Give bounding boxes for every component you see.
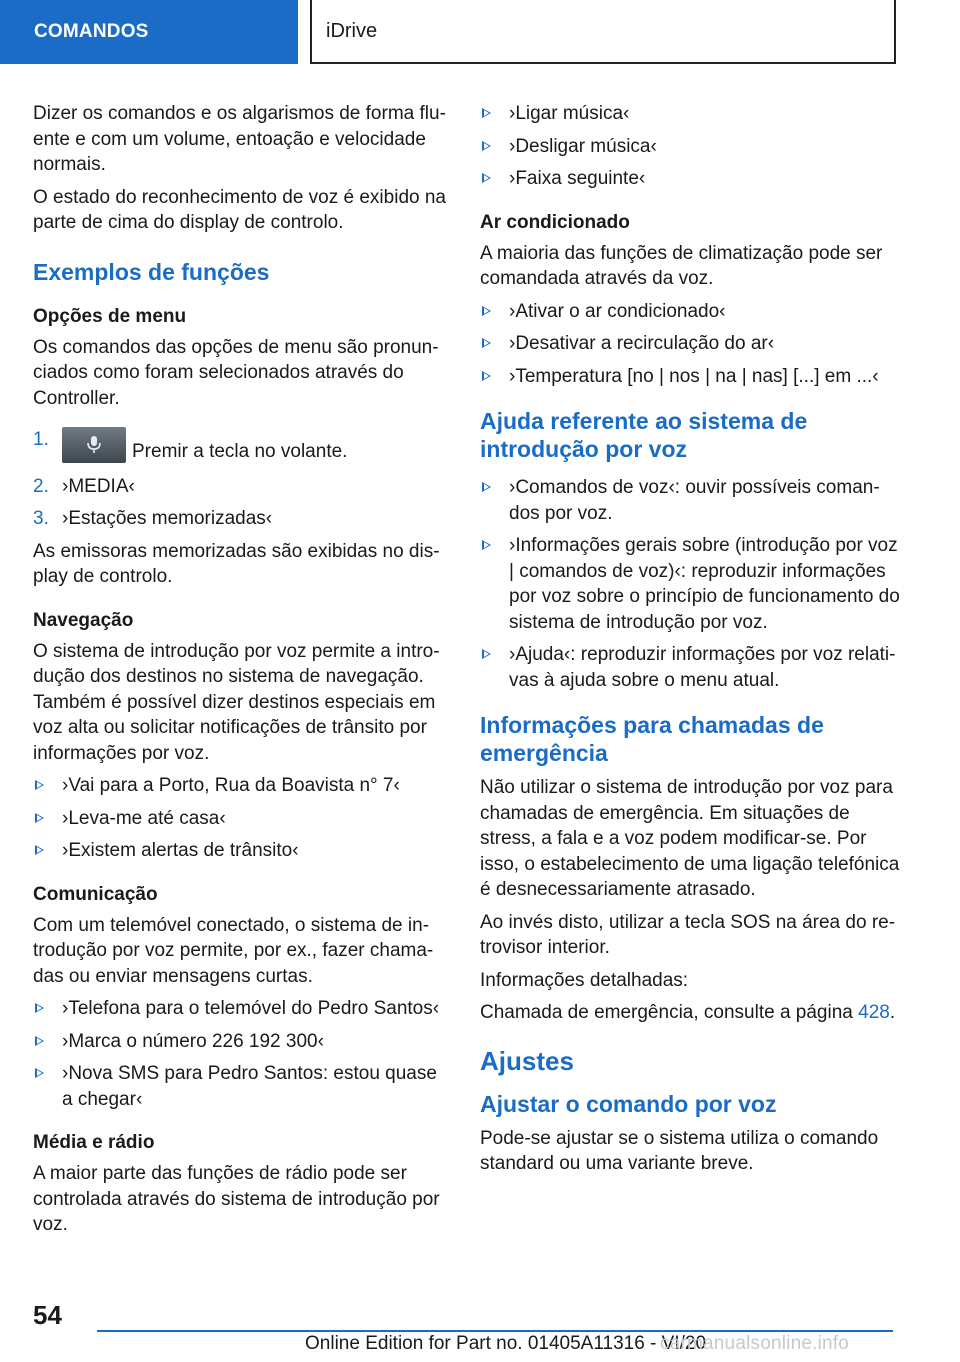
item-text: ›Leva-me até casa‹ [62, 807, 226, 829]
paragraph: Ao invés disto, utilizar a tecla SOS na área do retrovisor interior. [480, 911, 896, 958]
steps-list [33, 427, 447, 532]
item-text: ›Desativar a recirculação do ar‹ [509, 333, 775, 354]
list-item [480, 533, 900, 635]
item-text: ›Vai para a Porto, Rua da Boavista n° 7‹ [62, 775, 400, 796]
paragraph: A maioria das funções de climatização pode ser comandada através da voz. [480, 242, 883, 289]
list-item [480, 134, 900, 160]
microphone-icon [86, 435, 102, 455]
footer-edition: Online Edition for Part no. 01405A11316 - VI/20 [305, 1333, 707, 1354]
bullet-list [480, 299, 900, 390]
item-text: ›Ativar o ar condicionado‹ [509, 300, 726, 322]
item-text: ›Existem alertas de trânsito‹ [62, 840, 299, 861]
subsection-header [310, 0, 896, 64]
subheading-media: Média e rádio [33, 1132, 155, 1153]
heading-exemplos: Exemplos de funções [33, 258, 270, 285]
bullet-triangle-icon [35, 780, 44, 790]
subheading-ar-condicionado: Ar condicionado [480, 211, 630, 233]
step-text: ›MEDIA‹ [62, 475, 135, 497]
heading-ajustar: Ajustar o comando por voz [480, 1090, 777, 1117]
step-number: 2. [33, 475, 49, 497]
bullet-triangle-icon [482, 141, 491, 151]
paragraph: Informações detalhadas: [480, 969, 689, 991]
list-item [33, 838, 447, 864]
list-item [33, 773, 447, 799]
step-number: 1. [33, 429, 49, 450]
section-title: COMANDOS [34, 21, 149, 42]
bullet-triangle-icon [35, 813, 44, 823]
list-item [480, 101, 900, 127]
paragraph: O sistema de introdução por voz permite a introdução dos destinos no sistema de navegação. Também é possível dizer destinos especiais em voz alta ou solicitar notificações de trânsito por informações por voz. [33, 640, 440, 764]
heading-ajustes: Ajustes [480, 1045, 574, 1076]
voice-button-image [62, 427, 126, 463]
bullet-list [480, 475, 900, 693]
list-item [33, 1061, 447, 1112]
bullet-triangle-icon [482, 108, 491, 118]
right-column [480, 101, 900, 1184]
heading-ajuda: Ajuda referente ao sistema de introdução por voz [480, 408, 808, 462]
item-text: ›Telefona para o telemóvel do Pedro Santos‹ [62, 998, 440, 1019]
bullet-triangle-icon [482, 306, 491, 316]
bullet-triangle-icon [482, 371, 491, 381]
bullet-triangle-icon [35, 1068, 44, 1078]
paragraph: Não utilizar o sistema de introdução por voz para chamadas de emergência. Em situações de stress, a fala e a voz podem modificar-se. Por isso, o estabelecimento de uma ligação telefónica é desnecessariamente atrasado. [480, 777, 900, 900]
page-number: 54 [33, 1300, 62, 1330]
paragraph: Pode-se ajustar se o sistema utiliza o comando standard ou uma variante breve. [480, 1127, 879, 1174]
watermark: carmanualsonline.info [660, 1333, 850, 1354]
bullet-triangle-icon [482, 649, 491, 659]
bullet-triangle-icon [482, 173, 491, 183]
step-text: Premir a tecla no volante. [132, 441, 348, 462]
paragraph: O estado do reconhecimento de voz é exibido na parte de cima do display de controlo. [33, 186, 446, 233]
item-text: ›Temperatura [no | nos | na | nas] [...] em ...‹ [509, 365, 879, 387]
paragraph: As emissoras memorizadas são exibidas no display de controlo. [33, 540, 440, 587]
item-text: ›Marca o número 226 192 300‹ [62, 1030, 324, 1052]
item-text: ›Informações gerais sobre (introdução por voz | comandos de voz)‹: reproduzir informações por voz sobre o princípio de funcionamento do sistema de introdução por voz. [509, 535, 900, 633]
item-text: ›Ajuda‹: reproduzir informações por voz relativas à ajuda sobre o menu atual. [509, 644, 896, 691]
bullet-triangle-icon [35, 845, 44, 855]
list-item [480, 166, 900, 192]
step-text: ›Estações memorizadas‹ [62, 508, 273, 529]
bullet-triangle-icon [482, 540, 491, 550]
list-item [480, 642, 900, 693]
subheading-comunicacao: Comunicação [33, 883, 158, 905]
item-text: ›Nova SMS para Pedro Santos: estou quase a chegar‹ [62, 1063, 437, 1110]
list-item [480, 364, 900, 390]
heading-emergencia: Informações para chamadas de emergência [480, 712, 824, 766]
paragraph [480, 1000, 900, 1026]
paragraph: Os comandos das opções de menu são pronunciados como foram selecionados através do Controller. [33, 336, 439, 409]
bullet-list [480, 101, 900, 192]
bullet-list [33, 996, 447, 1112]
list-item [33, 1029, 447, 1055]
footer-rule [97, 1330, 893, 1332]
ref-text-end: . [889, 1002, 896, 1023]
item-text: ›Faixa seguinte‹ [509, 168, 646, 189]
item-text: ›Ligar música‹ [509, 103, 630, 124]
section-tab [0, 0, 298, 64]
item-text: ›Desligar música‹ [509, 135, 657, 157]
paragraph: A maior parte das funções de rádio pode ser controlada através do sistema de introdução por voz. [33, 1163, 440, 1235]
subheading-navegacao: Navegação [33, 609, 134, 631]
bullet-triangle-icon [482, 482, 491, 492]
bullet-triangle-icon [35, 1036, 44, 1046]
subsection-title: iDrive [326, 19, 378, 42]
bullet-triangle-icon [482, 338, 491, 348]
ref-text: Chamada de emergência, consulte a página [480, 1002, 859, 1023]
paragraph: Dizer os comandos e os algarismos de forma fluente e com um volume, entoação e velocidade normais. [33, 103, 446, 175]
list-item [33, 474, 447, 500]
list-item [33, 806, 447, 832]
list-item [33, 427, 447, 465]
item-text: ›Comandos de voz‹: ouvir possíveis comandos por voz. [509, 477, 880, 524]
list-item [480, 331, 900, 357]
page-link[interactable]: 428 [858, 1002, 890, 1023]
left-column [33, 101, 447, 1245]
list-item [480, 475, 900, 526]
subheading-menu: Opções de menu [33, 305, 187, 327]
paragraph: Com um telemóvel conectado, o sistema de introdução por voz permite, por ex., fazer chamadas ou enviar mensagens curtas. [33, 914, 434, 987]
bullet-triangle-icon [35, 1003, 44, 1013]
list-item [33, 506, 447, 532]
list-item [480, 299, 900, 325]
list-item [33, 996, 447, 1022]
step-number: 3. [33, 508, 49, 529]
bullet-list [33, 773, 447, 864]
